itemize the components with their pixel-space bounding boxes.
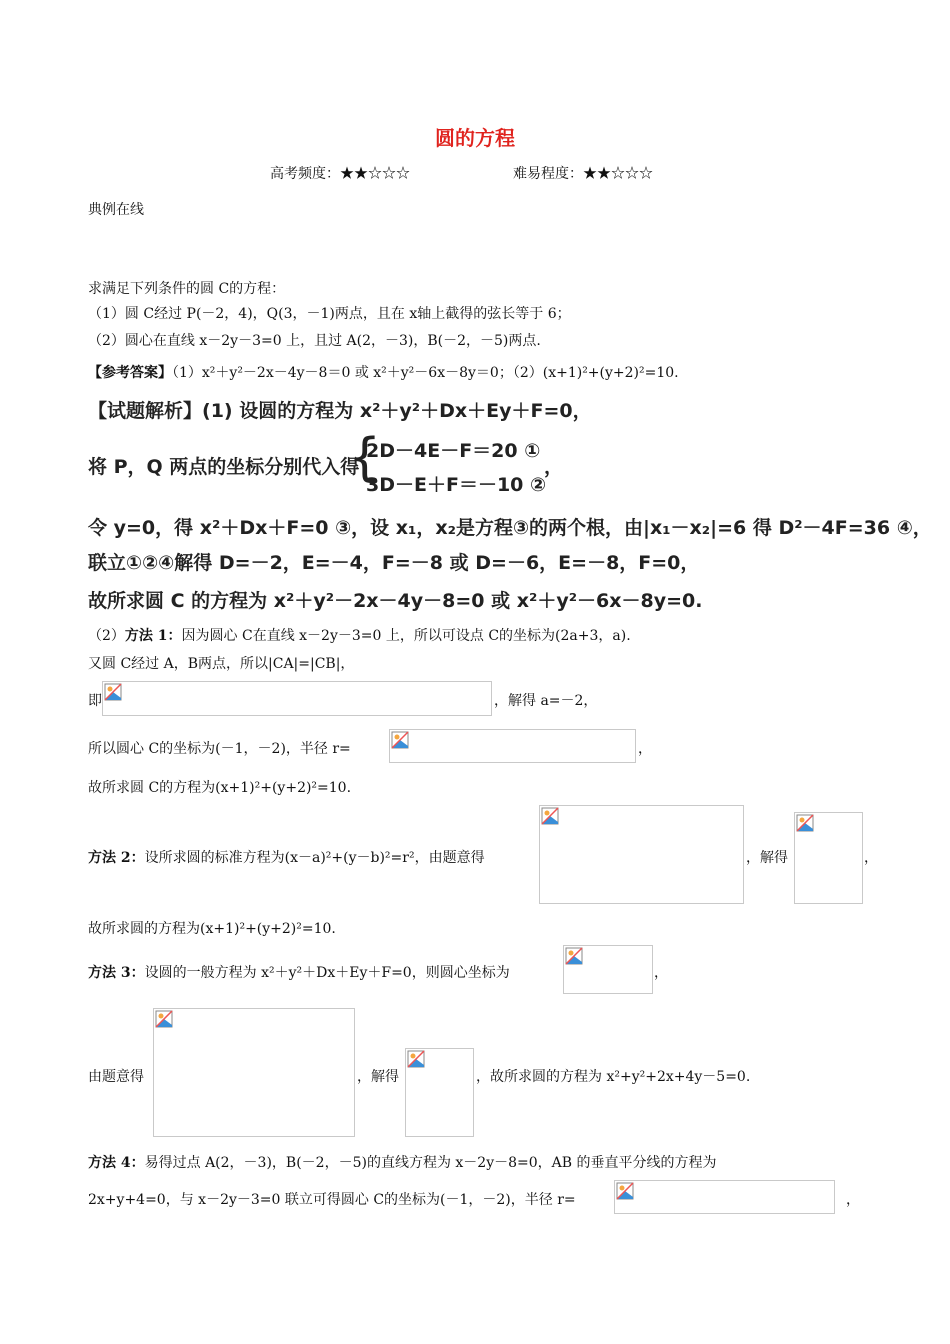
method-2-comma: ，	[864, 850, 878, 866]
frequency-rating: 高考频度：★★☆☆☆	[270, 166, 410, 182]
equation-image-placeholder	[102, 681, 492, 716]
method-1-center: 所以圆心 C的坐标为(－1，－2)，半径 r=	[88, 741, 351, 757]
equation-2: 3D－E＋F＝－10 ②	[366, 474, 547, 496]
problem-part-1: （1）圆 C经过 P(－2，4)，Q(3，－1)两点，且在 x轴上截得的弦长等于 6；	[88, 306, 571, 322]
solution-image-placeholder	[405, 1048, 474, 1137]
analysis-line-3: 令 y=0，得 x²＋Dx＋F=0 ③，设 x₁，x₂是方程③的两个根，由|x₁－x₂|=6 得 D²－4F=36 ④，	[88, 517, 932, 539]
analysis-text-1: (1) 设圆的方程为 x²＋y²＋Dx＋Ey＋F=0，	[202, 400, 592, 422]
method-3-line-1	[88, 962, 510, 982]
broken-image-icon	[796, 814, 814, 832]
radius-image-placeholder	[389, 729, 636, 763]
method-4-line-2: 2x+y+4=0，与 x－2y－3=0 联立可得圆心 C的坐标为(－1，－2)，半径 r=	[88, 1192, 576, 1208]
method-1-result: 故所求圆 C的方程为(x+1)²+(y+2)²=10.	[88, 780, 352, 796]
method-1-prefix-ji: 即	[88, 693, 102, 709]
method-1-comma: ，	[638, 741, 652, 757]
system-image-placeholder	[153, 1008, 355, 1137]
method-1-line-1	[88, 625, 631, 645]
analysis-line-2: 将 P，Q 两点的坐标分别代入得	[88, 456, 360, 478]
analysis-line-1	[88, 396, 592, 423]
method-2-solve: ，解得	[746, 850, 788, 866]
method-4-label: 方法 4：	[88, 1155, 145, 1171]
broken-image-icon	[407, 1050, 425, 1068]
method-3-solve: ，解得	[357, 1069, 399, 1085]
page-title: 圆的方程	[435, 126, 515, 150]
solution-image-placeholder	[794, 812, 863, 904]
broken-image-icon	[155, 1010, 173, 1028]
equation-1: 2D－4E－F＝20 ①	[366, 440, 541, 462]
method-3-result: ，故所求圆的方程为 x²+y²+2x+4y－5=0.	[476, 1069, 751, 1085]
reference-answer	[88, 362, 679, 382]
method-3-text-1: 设圆的一般方程为 x²＋y²＋Dx＋Ey＋F=0，则圆心坐标为	[144, 965, 510, 981]
broken-image-icon	[391, 731, 409, 749]
answer-label: 【参考答案】	[88, 365, 172, 381]
system-comma: ，	[544, 456, 564, 478]
method-1-label: 方法 1：	[124, 628, 182, 644]
broken-image-icon	[565, 947, 583, 965]
difficulty-rating: 难易程度：★★☆☆☆	[513, 166, 653, 182]
method-3-comma: ，	[654, 965, 668, 981]
method-4-line-1	[88, 1152, 717, 1172]
method-4-comma: ，	[846, 1192, 860, 1208]
method-4-text-1: 易得过点 A(2，－3)，B(－2，－5)的直线方程为 x－2y－8=0，AB 的垂直平分线的方程为	[144, 1155, 717, 1171]
part-2-prefix: （2）	[88, 628, 125, 644]
analysis-label: 【试题解析】	[88, 400, 203, 422]
answer-text: （1）x²＋y²－2x－4y－8＝0 或 x²＋y²－6x－8y＝0；（2）(x+1)²+(y+2)²=10.	[172, 365, 679, 381]
broken-image-icon	[616, 1182, 634, 1200]
method-1-line-2: 又圆 C经过 A，B两点，所以|CA|=|CB|，	[88, 656, 355, 672]
analysis-line-4: 联立①②④解得 D=－2，E=－4，F=－8 或 D=－6，E=－8，F=0，	[88, 552, 700, 574]
problem-part-2: （2）圆心在直线 x－2y－3=0 上，且过 A(2，－3)，B(－2，－5)两点.	[88, 333, 541, 349]
method-2-result: 故所求圆的方程为(x+1)²+(y+2)²=10.	[88, 921, 336, 937]
method-3-by-condition: 由题意得	[88, 1069, 144, 1085]
method-2-label: 方法 2：	[88, 850, 145, 866]
broken-image-icon	[104, 683, 122, 701]
method-2-line-1	[88, 847, 485, 867]
system-brace: {	[348, 428, 382, 488]
broken-image-icon	[541, 807, 559, 825]
problem-intro: 求满足下列条件的圆 C的方程：	[88, 281, 286, 297]
analysis-line-5: 故所求圆 C 的方程为 x²＋y²－2x－4y－8=0 或 x²＋y²－6x－8y=0.	[88, 590, 703, 612]
section-heading: 典例在线	[88, 202, 144, 218]
system-image-placeholder	[539, 805, 744, 904]
method-1-solve-a: ，解得 a=－2，	[494, 693, 598, 709]
center-image-placeholder	[563, 945, 653, 994]
method-1-text-1: 因为圆心 C在直线 x－2y－3=0 上，所以可设点 C的坐标为(2a+3，a).	[181, 628, 631, 644]
method-2-text-1: 设所求圆的标准方程为(x－a)²+(y－b)²=r²，由题意得	[144, 850, 485, 866]
method-3-label: 方法 3：	[88, 965, 145, 981]
radius-image-placeholder	[614, 1180, 835, 1214]
